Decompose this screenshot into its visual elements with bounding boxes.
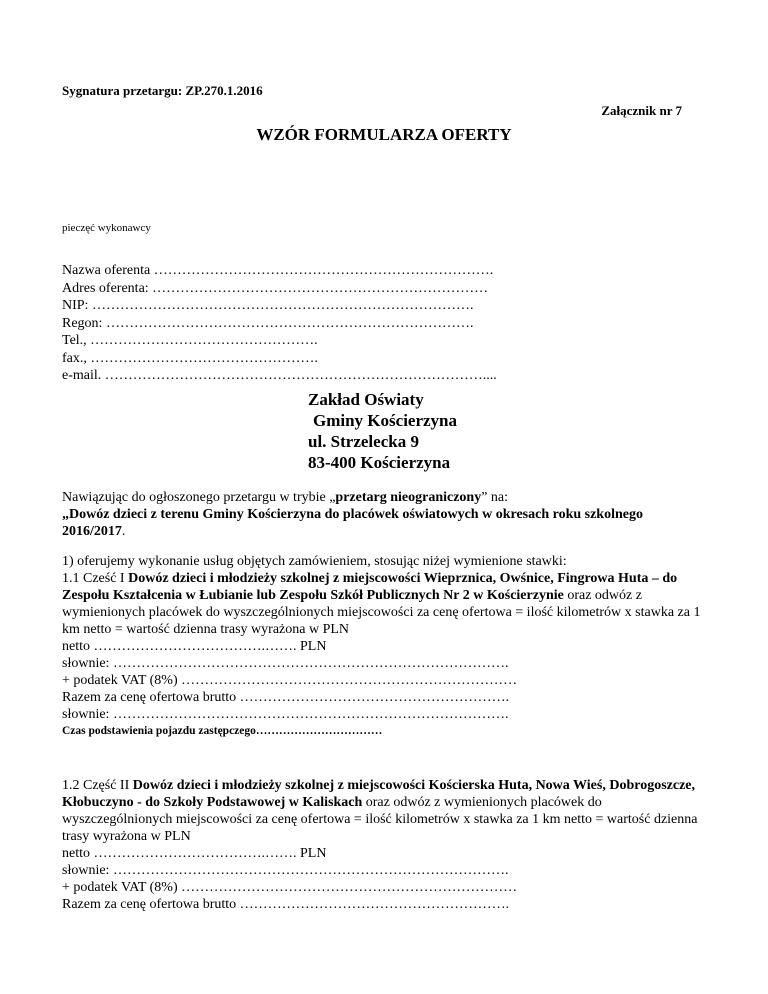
field-email: e-mail. ………………………………………………………………………....	[62, 368, 497, 383]
tender-signature: Sygnatura przetargu: ZP.270.1.2016	[62, 83, 263, 98]
intro-end: .	[121, 524, 126, 539]
part1-description: oraz odwóz z wymienionych placówek do wyszczególnionych miejscowości za cenę ofertowa = ilość kilometrów x stawka za 1 km netto = wartość dzienna trasy wyrażona w PLN	[62, 588, 701, 637]
intro-text-2: ” na:	[481, 490, 509, 505]
recipient-line-4: 83-400 Kościerzyna	[308, 453, 451, 472]
recipient-address	[308, 389, 457, 473]
field-nip: NIP: ……………………………………………………………………….	[62, 298, 474, 313]
field-offeror-name: Nazwa oferenta ……………………………………………………………….	[62, 263, 494, 278]
part1-slownie: słownie: ………………………………………………………………………….	[62, 656, 509, 671]
part2-slownie: słownie: ………………………………………………………………………….	[62, 863, 509, 878]
recipient-line-1: Zakład Oświaty	[308, 390, 424, 409]
contractor-stamp-label: pieczęć wykonawcy	[62, 222, 151, 234]
replacement-vehicle-time: Czas podstawienia pojazdu zastępczego……………………………	[62, 725, 383, 737]
field-fax: fax., ………………………………………….	[62, 350, 318, 366]
part2-description: oraz odwóz z wymienionych placówek do wyszczególnionych miejscowości za cenę ofertowa = ilość kilometrów x stawka za 1 km netto = wartość dzienna trasy wyrażona w PLN	[62, 795, 698, 844]
field-offeror-address: Adres oferenta: ………………………………………………………………	[62, 280, 489, 296]
part2-netto: netto ……………………………….……. PLN	[62, 846, 327, 861]
part1-brutto: Razem za cenę ofertowa brutto ………………………………………………….	[62, 690, 510, 705]
part2-vat: + podatek VAT (8%) ………………………………………………………………	[62, 880, 518, 895]
tender-subject: „Dowóz dzieci z terenu Gminy Kościerzyna do placówek oświatowych w okresach roku szkolnego 2016/2017	[62, 507, 643, 539]
recipient-line-3: ul. Strzelecka 9	[308, 432, 419, 451]
field-regon: Regon: …………………………………………………………………….	[62, 315, 474, 331]
section-part-1	[62, 553, 702, 740]
part1-vat: + podatek VAT (8%) ………………………………………………………………	[62, 673, 518, 688]
part1-slownie-brutto: słownie: ………………………………………………………………………….	[62, 707, 509, 722]
intro-paragraph	[62, 489, 702, 540]
part2-title: Dowóz dzieci i młodzieży szkolnej z miejscowości Kościerska Huta, Nowa Wieś, Dobrogoszcze, Kłobuczyno - do Szkoły Podstawowej w Kaliskach	[62, 778, 696, 810]
part1-title: Dowóz dzieci i młodzieży szkolnej z miejscowości Wieprznica, Owśnice, Fingrowa Huta – do Zespołu Kształcenia w Łubianie lub Zespołu Szkół Publicznych Nr 2 w Kościerzynie	[62, 571, 678, 603]
field-tel: Tel., ………………………………………….	[62, 333, 318, 348]
part2-label: 1.2 Część II	[62, 778, 133, 793]
offer-line: 1) oferujemy wykonanie usług objętych zamówieniem, stosując niżej wymienione stawki:	[62, 554, 567, 569]
tender-mode: przetarg nieograniczony	[335, 490, 482, 505]
section-part-2	[62, 777, 702, 913]
attachment-number: Załącznik nr 7	[601, 103, 682, 118]
part1-label: 1.1 Cześć I	[62, 571, 129, 586]
part2-brutto: Razem za cenę ofertowa brutto ………………………………………………….	[62, 897, 510, 912]
offeror-fields	[62, 262, 497, 385]
page-title: WZÓR FORMULARZA OFERTY	[256, 125, 512, 144]
intro-text: Nawiązując do ogłoszonego przetargu w trybie „	[62, 490, 336, 505]
part1-netto: netto ……………………………….……. PLN	[62, 639, 327, 654]
recipient-line-2: Gminy Kościerzyna	[313, 411, 458, 430]
